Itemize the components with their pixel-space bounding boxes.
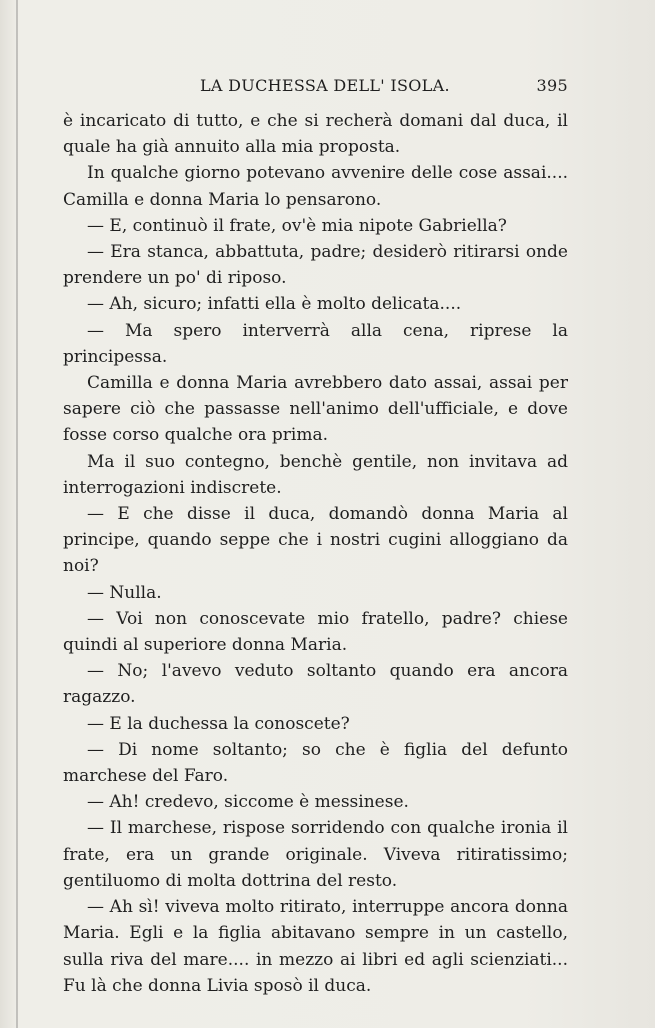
- paragraph: — No; l'avevo veduto soltanto quando era ancora ragazzo.: [63, 661, 568, 708]
- paragraph: — Nulla.: [87, 582, 162, 603]
- paragraph: In qualche giorno potevano avvenire delle cose assai.... Camilla e donna Maria lo pensarono.: [63, 163, 568, 210]
- paragraph: è incaricato di tutto, e che si recherà domani dal duca, il quale ha già annuito alla mia proposta.: [63, 111, 568, 158]
- paragraph: — Il marchese, rispose sorridendo con qualche ironia il frate, era un grande originale. Viveva ritiratissimo; gentiluomo di molta dottrina del resto.: [63, 818, 568, 891]
- paragraph: — Voi non conoscevate mio fratello, padre? chiese quindi al superiore donna Maria.: [63, 608, 568, 656]
- paragraph: — Ah! credevo, siccome è messinese.: [87, 792, 409, 813]
- paragraph: — E, continuò il frate, ov'è mia nipote Gabriella?: [87, 215, 507, 236]
- paragraph: Camilla e donna Maria avrebbero dato assai, assai per sapere ciò che passasse nell'animo dell'ufficiale, e dove fosse corso qualche ora prima.: [63, 373, 568, 446]
- paragraph: — Ah, sicuro; infatti ella è molto delicata....: [87, 294, 462, 315]
- running-title: LA DUCHESSA DELL' ISOLA.: [200, 76, 450, 95]
- paragraph: — Ma spero interverrà alla cena, riprese la principessa.: [63, 320, 568, 367]
- paragraph: — E la duchessa la conoscete?: [87, 713, 350, 734]
- paragraph: — Era stanca, abbattuta, padre; desiderò ritirarsi onde prendere un po' di riposo.: [63, 242, 568, 289]
- paragraph: — E che disse il duca, domandò donna Maria al principe, quando seppe che i nostri cugini alloggiano da noi?: [63, 504, 568, 577]
- running-header: [60, 76, 568, 102]
- page-text: [63, 108, 568, 999]
- paragraph: — Di nome soltanto; so che è figlia del defunto marchese del Faro.: [63, 739, 568, 787]
- paragraph: — Ah sì! viveva molto ritirato, interruppe ancora donna Maria. Egli e la figlia abitavano sempre in un castello, sulla riva del mare.... in mezzo ai libri ed agli scienziati... Fu là che donna Livia sposò il duca.: [63, 897, 568, 996]
- binding-edge: [16, 0, 18, 1028]
- page-number: 395: [536, 76, 568, 95]
- paragraph: Ma il suo contegno, benchè gentile, non invitava ad interrogazioni indiscrete.: [63, 451, 568, 498]
